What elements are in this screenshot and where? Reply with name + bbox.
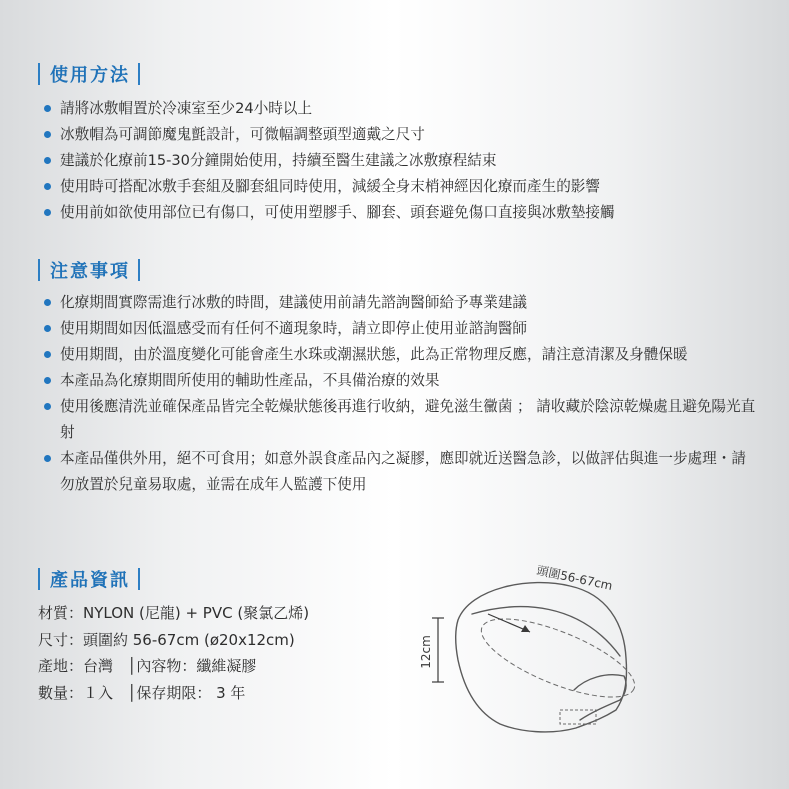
- notes-title-text: 注意事項: [50, 261, 130, 282]
- list-item: 冰敷帽為可調節魔鬼氈設計，可微幅調整頭型適戴之尺寸: [40, 122, 760, 148]
- list-item: 使用期間，由於溫度變化可能會產生水珠或潮濕狀態，此為正常物理反應，請注意清潔及身體保暖: [40, 342, 760, 368]
- material-row: 材質：NYLON (尼龍) + PVC (聚氯乙烯): [38, 604, 310, 622]
- circumference-ellipse: [472, 603, 644, 713]
- list-item: 使用前如欲使用部位已有傷口，可使用塑膠手、腳套、頭套避免傷口直接與冰敷墊接觸: [40, 200, 760, 226]
- cap-size-diagram: [410, 560, 670, 760]
- usage-section-title: [38, 61, 140, 87]
- bullet-dot-icon: [44, 351, 51, 358]
- notes-section-title: [38, 257, 140, 283]
- title-bar-right: [138, 568, 140, 590]
- list-item: 使用後應清洗並確保產品皆完全乾燥狀態後再進行收納，避免滋生黴菌 ； 請收藏於陰涼乾燥處且避免陽光直射: [40, 394, 760, 446]
- bullet-dot-icon: [44, 157, 51, 164]
- list-item: 本產品為化療期間所使用的輔助性產品，不具備治療的效果: [40, 368, 760, 394]
- notes-list: [40, 290, 760, 498]
- bullet-dot-icon: [44, 299, 51, 306]
- list-item: 建議於化療前15-30分鐘開始使用，持續至醫生建議之冰敷療程結束: [40, 148, 760, 174]
- list-item: 請將冰敷帽置於冷凍室至少24小時以上: [40, 96, 760, 122]
- list-item: 使用時可搭配冰敷手套組及腳套組同時使用，減緩全身末梢神經因化療而產生的影響: [40, 174, 760, 200]
- height-label: 12cm: [419, 635, 433, 669]
- list-item: 本產品僅供外用，絕不可食用；如意外誤食產品內之凝膠，應即就近送醫急診，以做評估與進一步處理・請勿放置於兒童易取處，並需在成年人監護下使用: [40, 446, 760, 498]
- circumference-label: 頭圍56-67cm: [535, 563, 614, 593]
- list-item: 化療期間實際需進行冰敷的時間，建議使用前請先諮詢醫師給予專業建議: [40, 290, 760, 316]
- cap-outline: [456, 583, 627, 732]
- title-bar-right: [138, 259, 140, 281]
- strap-outline: [574, 675, 626, 720]
- bullet-dot-icon: [44, 377, 51, 384]
- list-item: 使用期間如因低溫感受而有任何不適現象時，請立即停止使用並諮詢醫師: [40, 316, 760, 342]
- bullet-dot-icon: [44, 325, 51, 332]
- product-section-title: [38, 566, 140, 592]
- bullet-dot-icon: [44, 209, 51, 216]
- bullet-dot-icon: [44, 183, 51, 190]
- product-title-text: 產品資訊: [50, 570, 130, 591]
- quantity-shelf-life-row: 數量：１入 │保存期限： 3 年: [38, 683, 246, 702]
- product-info: [38, 600, 309, 706]
- size-row: 尺寸：頭圍約 56-67cm (ø20x12cm): [38, 630, 295, 649]
- usage-list: [40, 96, 760, 226]
- bullet-dot-icon: [44, 131, 51, 138]
- bullet-dot-icon: [44, 105, 51, 112]
- bullet-dot-icon: [44, 455, 51, 462]
- title-bar-right: [138, 63, 140, 85]
- usage-title-text: 使用方法: [50, 65, 130, 86]
- origin-content-row: 產地：台灣 │內容物：纖維凝膠: [38, 657, 257, 675]
- bullet-dot-icon: [44, 403, 51, 410]
